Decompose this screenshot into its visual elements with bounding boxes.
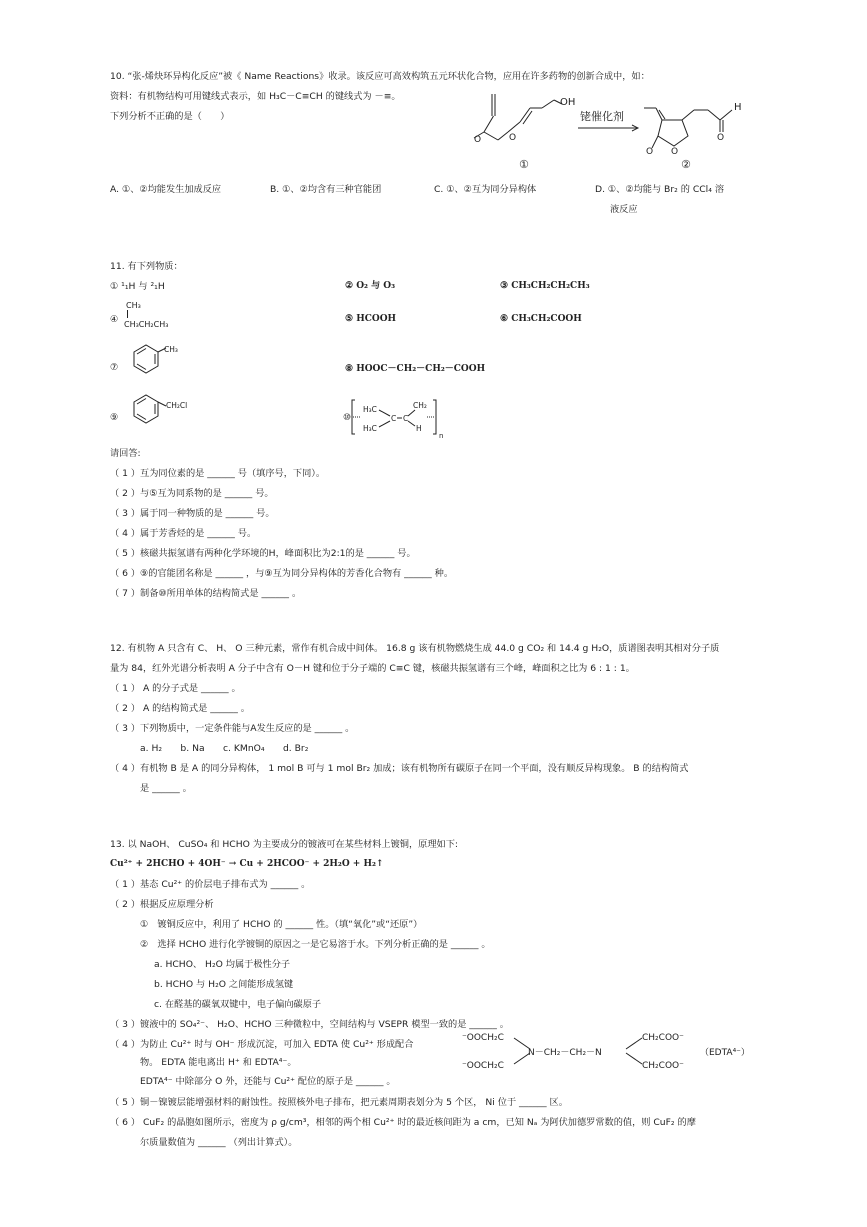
edta-left-1: ⁻OOCH₂C — [462, 1033, 504, 1043]
q12-s1: （ 1 ） A 的分子式是 ______ 。 — [110, 683, 241, 694]
q12-s3: （ 3 ）下列物质中，一定条件能与A发生反应的是 ______ 。 — [110, 723, 355, 734]
q11-m10-num: ⑩ — [343, 413, 352, 423]
q11-m4-bot: CH₃CH₂CH₃ — [124, 320, 169, 329]
m10-ch2: CH₂ — [413, 401, 427, 410]
atom-o-1: O — [474, 135, 482, 145]
benzyl-ch2cl: CH₂Cl — [166, 401, 188, 410]
svg-text:n: n — [439, 432, 444, 440]
edta-backbone: N－CH₂－CH₂－N — [528, 1048, 602, 1058]
q11-m7: ⑦ — [110, 362, 119, 373]
q13-s6b: 尔质量数值为 ______ （列出计算式）。 — [140, 1137, 298, 1148]
q10-info: 资料：有机物结构可用键线式表示，如 H₃C－C≡CH 的键线式为 －≡。 — [110, 91, 401, 102]
edta-right-1: CH₂COO⁻ — [642, 1033, 684, 1043]
q11-stem: 11. 有下列物质： — [110, 261, 183, 272]
q12-s4-cont: 是 ______ 。 — [140, 783, 192, 794]
q11-m5: ⑤ HCOOH — [345, 314, 397, 324]
q13-s6a: （ 6 ） CuF₂ 的晶胞如图所示，密度为 ρ g/cm³，相邻的两个相 Cu²⁺ 时的最近核间距为 a cm，已知 Nₐ 为阿伏加德罗常数的值，则 CuF₂ 的摩 — [110, 1117, 696, 1128]
q11-m8: ⑧ HOOC－CH₂－CH₂－COOH — [345, 364, 486, 374]
q10-option-b: B. ①、②均含有三种官能团 — [270, 184, 382, 195]
benzyl-chloride-structure — [120, 388, 200, 434]
q10-stem: 10. “张-烯炔环异构化反应”被《 Name Reactions》收录。该反应可高效构筑五元环状化合物，应用在许多药物的创新合成中，如： — [110, 71, 650, 82]
q12-stem-1: 12. 有机物 A 只含有 C、 H、 O 三种元素，常作有机合成中间体。 16.8 g 该有机物燃烧生成 44.0 g CO₂ 和 14.4 g H₂O，质谱图表明其相对分子质 — [110, 643, 720, 654]
q11-ask: 请回答: — [110, 448, 141, 459]
q11-s6: （ 6 ）⑨的官能团名称是 ______ ，与⑨互为同分异构体的芳香化合物有 ______ 种。 — [110, 568, 454, 579]
q12-s2: （ 2 ） A 的结构简式是 ______ 。 — [110, 703, 250, 714]
catalyst-label: 铑催化剂 — [580, 110, 624, 123]
edta-left-2: ⁻OOCH₂C — [462, 1061, 504, 1071]
q10-ask: 下列分析不正确的是（ ） — [110, 111, 230, 122]
q13-s2b-b: b. HCHO 与 H₂O 之间能形成氢键 — [154, 979, 294, 990]
atom-oh: OH — [560, 97, 576, 108]
q13-s2a: ① 镀铜反应中，利用了 HCHO 的 ______ 性。（填“氧化”或“还原”） — [140, 919, 423, 930]
q12-stem-2: 量为 84，红外光谱分析表明 A 分子中含有 O－H 键和位于分子端的 C≡C 键，核磁共振氢谱有三个峰，峰面积之比为 6 : 1 : 1。 — [110, 663, 635, 674]
m10-c1: C — [391, 414, 397, 423]
q10-option-d-cont: 液反应 — [610, 204, 638, 215]
q11-m6: ⑥ CH₃CH₂COOH — [500, 314, 582, 324]
q10-option-c: C. ①、②互为同分异构体 — [434, 184, 537, 195]
q13-s4a: （ 4 ）为防止 Cu²⁺ 时与 OH⁻ 形成沉淀，可加入 EDTA 使 Cu²⁺ 形成配合 — [110, 1039, 414, 1050]
toluene-ch3: CH₃ — [164, 345, 178, 354]
m10-h: H — [416, 424, 422, 433]
q11-m4-top: CH₃ — [126, 301, 141, 310]
atom-o-3: O — [646, 147, 654, 157]
q10-option-a: A. ①、②均能发生加成反应 — [110, 184, 222, 195]
q11-m4: ④ — [110, 314, 119, 325]
q13-s4c: EDTA⁴⁻ 中除部分 O 外，还能与 Cu²⁺ 配位的原子是 ______ 。 — [140, 1076, 396, 1087]
m10-h3c-top: H₃C — [363, 405, 377, 414]
q11-m3: ③ CH₃CH₂CH₂CH₃ — [500, 281, 590, 291]
compound-1-structure — [474, 94, 562, 140]
q11-s7: （ 7 ）制备⑩所用单体的结构简式是 ______ 。 — [110, 588, 302, 599]
q11-s1: （ 1 ）互为同位素的是 ______ 号（填序号，下同）。 — [110, 468, 326, 479]
q13-s2b-c: c. 在醛基的碳氧双键中，电子偏向碳原子 — [154, 999, 322, 1010]
q13-s2b-a: a. HCHO、 H₂O 均属于极性分子 — [154, 959, 291, 970]
q10-reaction-scheme — [468, 92, 768, 174]
edta-right-2: CH₂COO⁻ — [642, 1061, 684, 1071]
atom-h: H — [734, 102, 742, 113]
q11-m9: ⑨ — [110, 412, 119, 423]
polymer-10-structure — [343, 392, 453, 442]
label-1: ① — [519, 158, 529, 171]
edta-structure — [460, 1026, 765, 1074]
q13-stem: 13. 以 NaOH、 CuSO₄ 和 HCHO 为主要成分的镀液可在某些材料上镀铜，原理如下: — [110, 839, 459, 850]
q13-equation: Cu²⁺ + 2HCHO + 4OH⁻ → Cu + 2HCOO⁻ + 2H₂O + H₂↑ — [110, 859, 384, 869]
q11-m1: ① ¹₁H 与 ²₁H — [110, 281, 165, 292]
q11-s2: （ 2 ）与⑤互为同系物的是 ______ 号。 — [110, 488, 274, 499]
q13-s3: （ 3 ）镀液中的 SO₄²⁻、 H₂O、HCHO 三种微粒中，空间结构与 VSEPR 模型一致的是 ______ 。 — [110, 1019, 509, 1030]
q12-s3-options: a. H₂ b. Na c. KMnO₄ d. Br₂ — [140, 743, 309, 754]
atom-o-4: O — [671, 147, 679, 157]
q11-m4-bond — [127, 310, 128, 318]
q10-option-d: D. ①、②均能与 Br₂ 的 CCl₄ 溶 — [595, 184, 725, 195]
atom-o-5: O — [717, 133, 725, 143]
q13-s2: （ 2 ）根据反应原理分析 — [110, 899, 214, 910]
q11-s5: （ 5 ）核磁共振氢谱有两种化学环境的H，峰面积比为2:1的是 ______ 号。 — [110, 548, 416, 559]
edta-name: （EDTA⁴⁻） — [700, 1048, 750, 1058]
q13-s1: （ 1 ）基态 Cu²⁺ 的价层电子排布式为 ______ 。 — [110, 879, 311, 890]
q11-m2: ② O₂ 与 O₃ — [345, 281, 396, 291]
m10-c2: C — [403, 414, 409, 423]
q13-s4b: 物。 EDTA 能电离出 H⁺ 和 EDTA⁴⁻。 — [140, 1057, 297, 1068]
atom-o-2: O — [509, 133, 517, 143]
toluene-structure — [120, 340, 190, 386]
q11-s4: （ 4 ）属于芳香烃的是 ______ 号。 — [110, 528, 257, 539]
m10-h3c-bot: H₃C — [363, 424, 377, 433]
q13-s2b: ② 选择 HCHO 进行化学镀铜的原因之一是它易溶于水。下列分析正确的是 ______ 。 — [140, 939, 491, 950]
q12-s4: （ 4 ）有机物 B 是 A 的同分异构体， 1 mol B 可与 1 mol Br₂ 加成；该有机物所有碳原子在同一个平面，没有顺反异构现象。 B 的结构简式 — [110, 763, 689, 774]
q13-s5: （ 5 ）铜－镍镀层能增强材料的耐蚀性。按照核外电子排布，把元素周期表划分为 5 个区， Ni 位于 ______ 区。 — [110, 1097, 568, 1108]
label-2: ② — [681, 158, 691, 171]
q11-s3: （ 3 ）属于同一种物质的是 ______ 号。 — [110, 508, 275, 519]
